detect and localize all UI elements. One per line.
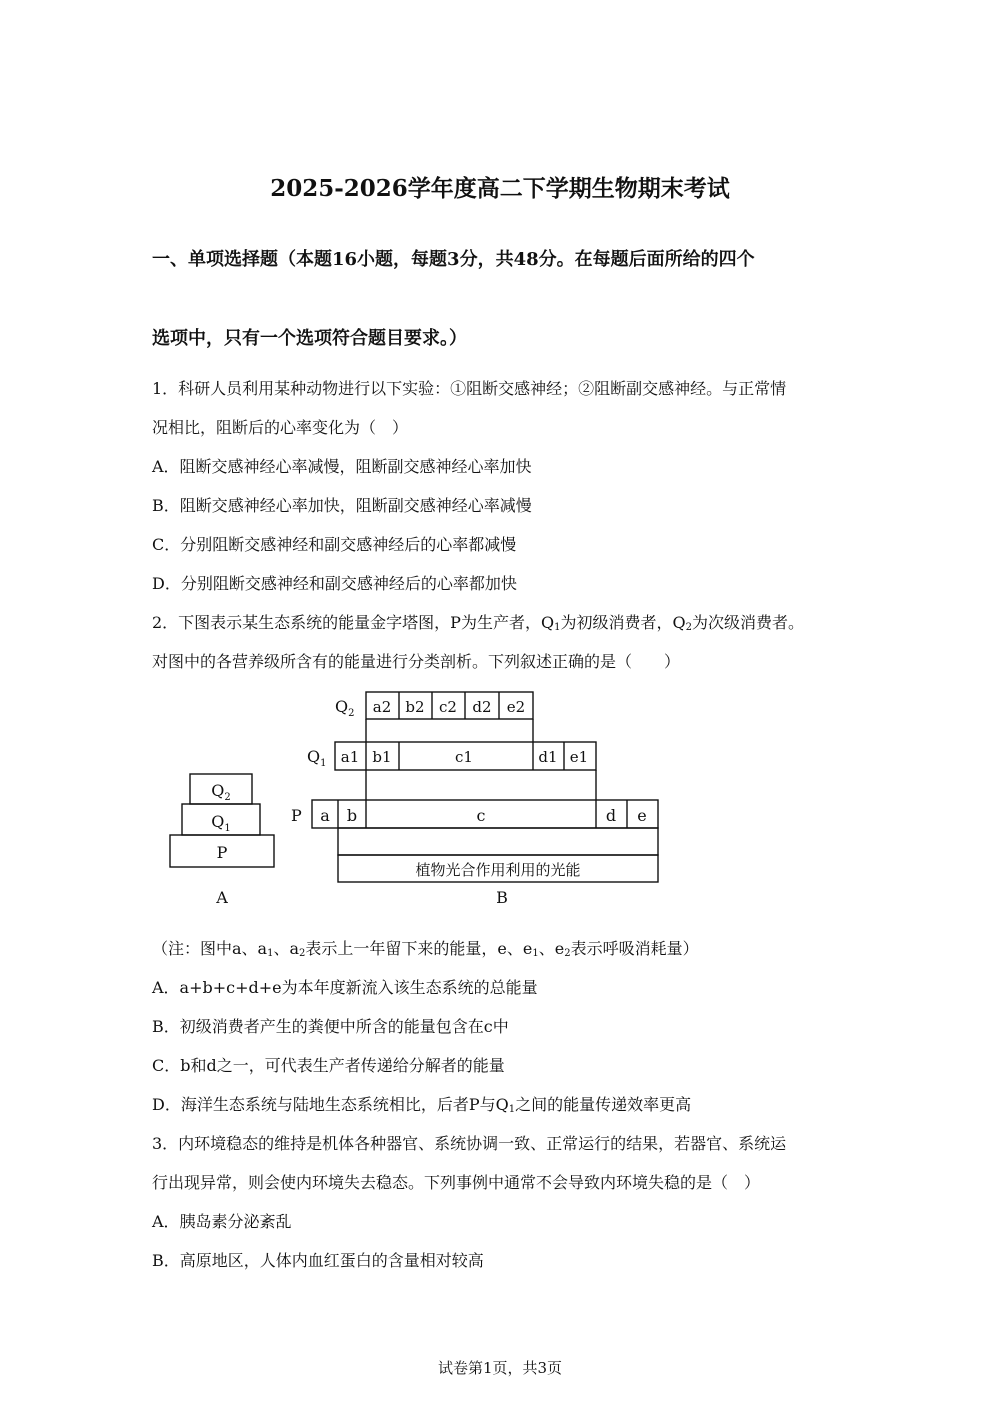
option-part: 之间的能量传递效率更高 [515,1095,692,1114]
q1-option-a: A．阻断交感神经心率减慢，阻断副交感神经心率加快 [152,457,532,476]
row-q1-label: $Q_1$ [307,747,327,769]
q2-option-a: A．a+b+c+d+e为本年度新流入该生态系统的总能量 [152,978,538,997]
cell-e2: e2 [506,698,526,716]
cell-d2: d2 [472,698,492,716]
note-part: （注：图中a、a [152,939,268,958]
cell-d: d [605,806,617,825]
q2-option-c: C．b和d之一，可代表生产者传递给分解者的能量 [152,1056,505,1075]
subscript: 1 [532,948,539,959]
pyramid-q1-label: $Q_1$ [211,812,231,834]
subscript: 2 [299,948,306,959]
cell-e1: e1 [569,748,589,766]
q2-stem-line1 [152,613,804,633]
note-part: 、a [273,939,300,958]
note-part: 表示呼吸消耗量） [570,939,699,958]
subscript: 1 [267,948,274,959]
cell-d1: d1 [538,748,558,766]
cell-b2: b2 [405,698,425,716]
q2-stem-part: 为次级消费者。 [691,613,804,632]
section-heading-line1: 一、单项选择题（本题16小题，每题3分，共48分。在每题后面所给的四个 [152,249,755,270]
cell-c1: c1 [455,748,473,766]
energy-pyramid-figure [160,685,680,915]
cell-b1: b1 [372,748,392,766]
q2-option-d [152,1095,691,1115]
sunlight-connector [338,828,658,855]
cell-c: c [476,806,486,825]
q1-stem-line1: 1．科研人员利用某种动物进行以下实验：①阻断交感神经；②阻断副交感神经。与正常情 [152,379,787,398]
q3-option-b: B．高原地区，人体内血红蛋白的含量相对较高 [152,1251,484,1270]
q3-option-a: A．胰岛素分泌紊乱 [152,1212,292,1231]
note-part: 表示上一年留下来的能量，e、e [305,939,533,958]
q1-option-d: D．分别阻断交感神经和副交感神经后的心率都加快 [152,574,517,593]
option-part: D．海洋生态系统与陆地生态系统相比，后者P与Q [152,1095,509,1114]
sunlight-label: 植物光合作用利用的光能 [415,861,581,879]
q2-stem-part: 2．下图表示某生态系统的能量金字塔图，P为生产者，Q [152,613,555,632]
figure-label-a: A [216,888,228,907]
cell-a1: a1 [340,748,360,766]
pyramid-q2-label: $Q_2$ [211,781,231,803]
q3-stem-line1: 3．内环境稳态的维持是机体各种器官、系统协调一致、正常运行的结果，若器官、系统运 [152,1134,787,1153]
section-heading-line2: 选项中，只有一个选项符合题目要求。） [152,328,467,349]
subscript: 1 [508,1104,516,1115]
q2-stem-part: 为初级消费者，Q [560,613,686,632]
cell-a: a [320,806,330,825]
page-footer: 试卷第1页，共3页 [437,1359,563,1377]
cell-a2: a2 [372,698,392,716]
cell-e: e [637,806,647,825]
q2-option-b: B．初级消费者产生的粪便中所含的能量包含在c中 [152,1017,509,1036]
pyramid-p-label: P [216,843,228,862]
subscript: 2 [564,948,571,959]
figure-label-b: B [496,888,508,907]
subscript: 2 [685,622,692,633]
q2-note [152,939,699,959]
q2-stem-line2: 对图中的各营养级所含有的能量进行分类剖析。下列叙述正确的是（ ） [152,652,681,671]
q1-option-c: C．分别阻断交感神经和副交感神经后的心率都减慢 [152,535,517,554]
row-q2-label: $Q_2$ [335,697,355,719]
q1-option-b: B．阻断交感神经心率加快，阻断副交感神经心率减慢 [152,496,532,515]
cell-b: b [346,806,358,825]
subscript: 1 [554,622,561,633]
row-p-label: P [291,806,302,825]
note-part: 、e [538,939,565,958]
cell-c2: c2 [439,698,457,716]
exam-title: 2025-2026学年度高二下学期生物期末考试 [270,175,730,202]
q1-stem-line2: 况相比，阻断后的心率变化为（ ） [152,418,409,437]
q3-stem-line2: 行出现异常，则会使内环境失去稳态。下列事例中通常不会导致内环境失稳的是（ ） [152,1173,761,1192]
